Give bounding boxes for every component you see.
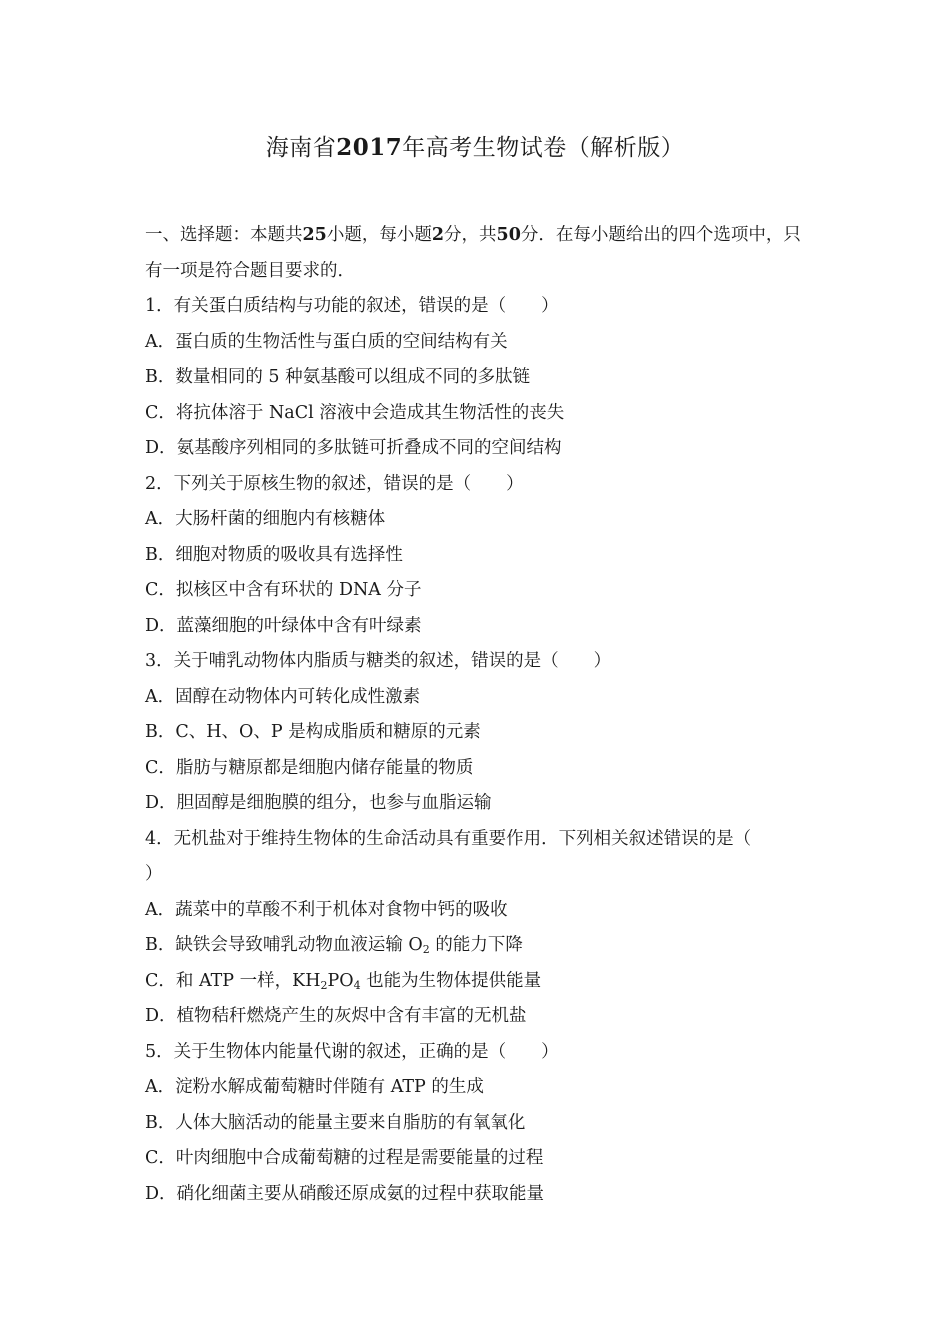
intro-question-count: 25 bbox=[302, 225, 327, 245]
question-option: A．蛋白质的生物活性与蛋白质的空间结构有关 bbox=[145, 331, 508, 352]
option-text: B．缺铁会导致哺乳动物血液运输 O bbox=[145, 935, 423, 955]
option-text: 的能力下降 bbox=[429, 935, 523, 955]
question-option: C．叶肉细胞中合成葡萄糖的过程是需要能量的过程 bbox=[145, 1148, 544, 1168]
question-option: A．固醇在动物体内可转化成性激素 bbox=[145, 686, 421, 707]
title-suffix: 年高考生物试卷（解析版） bbox=[402, 135, 685, 161]
question-stem: 1．有关蛋白质结构与功能的叙述，错误的是（ ） bbox=[145, 296, 559, 316]
question-stem-continuation: ） bbox=[145, 864, 163, 884]
title-year: 2017 bbox=[336, 134, 403, 161]
option-text: C．和 ATP 一样，KH bbox=[145, 970, 321, 991]
section-intro bbox=[145, 218, 813, 289]
intro-text: 一、选择题：本题共 bbox=[145, 225, 303, 245]
question-option: D．蓝藻细胞的叶绿体中含有叶绿素 bbox=[145, 615, 422, 636]
question-option: B．C、H、O、P 是构成脂质和糖原的元素 bbox=[145, 722, 481, 742]
question-option: D．氨基酸序列相同的多肽链可折叠成不同的空间结构 bbox=[145, 438, 562, 458]
question-stem: 3．关于哺乳动物体内脂质与糖类的叙述，错误的是（ ） bbox=[145, 651, 612, 671]
question-option: A．大肠杆菌的细胞内有核糖体 bbox=[145, 509, 386, 529]
question-option bbox=[145, 928, 813, 964]
question-stem: 4．无机盐对于维持生物体的生命活动具有重要作用．下列相关叙述错误的是（ bbox=[145, 828, 752, 849]
title-prefix: 海南省 bbox=[265, 135, 337, 161]
intro-text: 小题，每小题 bbox=[326, 225, 432, 245]
option-text: 也能为生物体提供能量 bbox=[360, 970, 542, 991]
intro-text: 分．在每小题给出的四个选项中，只有一项是符合题目要求的． bbox=[145, 225, 801, 281]
question-stem: 5．关于生物体内能量代谢的叙述，正确的是（ ） bbox=[145, 1041, 559, 1062]
question-stem: 2．下列关于原核生物的叙述，错误的是（ ） bbox=[145, 473, 524, 494]
question-option: B．数量相同的 5 种氨基酸可以组成不同的多肽链 bbox=[145, 367, 531, 387]
question-option: B．人体大脑活动的能量主要来自脂肪的有氧氧化 bbox=[145, 1112, 526, 1133]
subscript: 2 bbox=[422, 943, 430, 956]
intro-points-total: 50 bbox=[496, 225, 521, 245]
document-title bbox=[0, 132, 950, 164]
question-option bbox=[145, 964, 813, 1000]
subscript: 4 bbox=[353, 978, 361, 992]
document-body bbox=[145, 218, 813, 1212]
question-option: C．脂肪与糖原都是细胞内储存能量的物质 bbox=[145, 757, 474, 778]
option-text: PO bbox=[327, 970, 354, 991]
intro-text: 分，共 bbox=[444, 225, 497, 245]
question-option: C．拟核区中含有环状的 DNA 分子 bbox=[145, 580, 422, 600]
question-option: C．将抗体溶于 NaCl 溶液中会造成其生物活性的丧失 bbox=[145, 402, 565, 423]
intro-points-each: 2 bbox=[431, 225, 445, 245]
question-option: D．植物秸秆燃烧产生的灰烬中含有丰富的无机盐 bbox=[145, 1006, 527, 1026]
question-option: D．硝化细菌主要从硝酸还原成氨的过程中获取能量 bbox=[145, 1183, 545, 1204]
question-option: A．蔬菜中的草酸不利于机体对食物中钙的吸收 bbox=[145, 899, 508, 920]
question-option: A．淀粉水解成葡萄糖时伴随有 ATP 的生成 bbox=[145, 1077, 484, 1097]
question-option: D．胆固醇是细胞膜的组分，也参与血脂运输 bbox=[145, 793, 492, 813]
question-option: B．细胞对物质的吸收具有选择性 bbox=[145, 544, 403, 565]
subscript: 2 bbox=[320, 978, 328, 992]
